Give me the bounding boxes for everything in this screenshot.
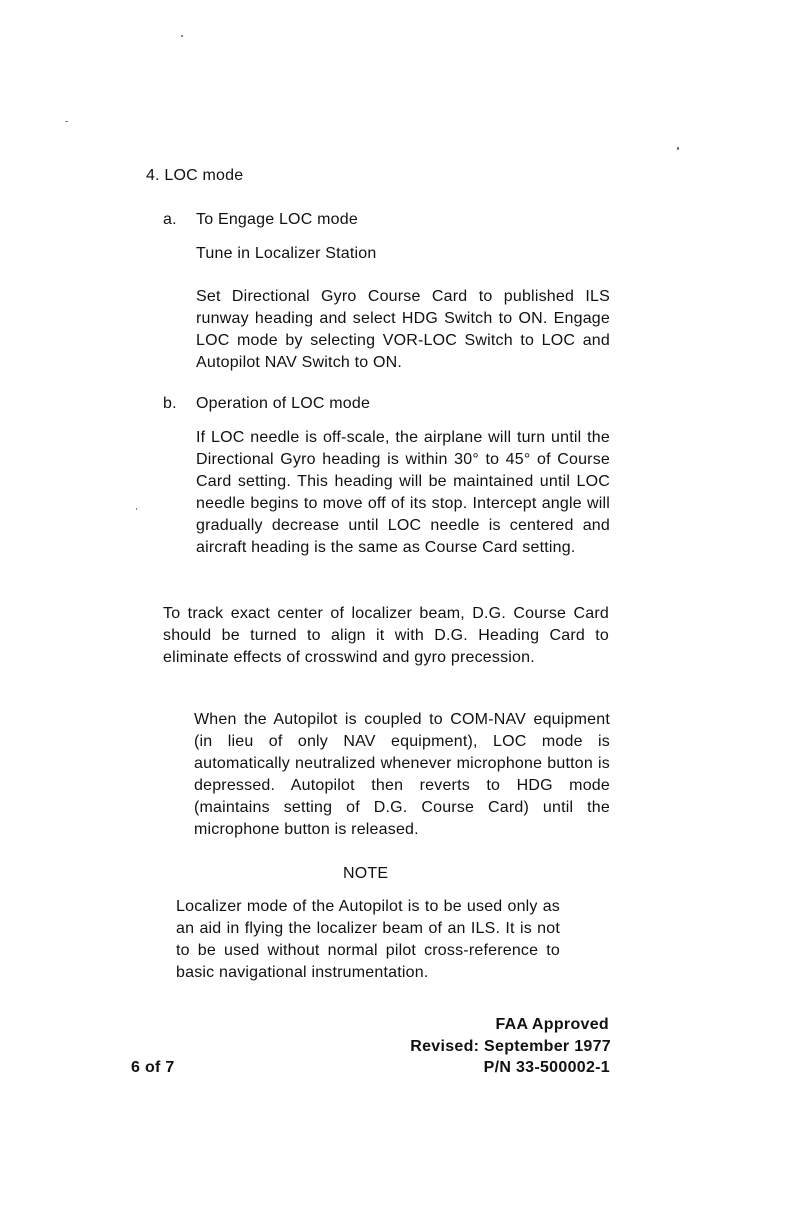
scan-speck (65, 121, 68, 122)
item-a-para2: Set Directional Gyro Course Card to published ILS runway heading and select HDG Switch to ON. Engage LOC mode by selecting VOR-LOC Switch to LOC and Autopilot NAV Switch to ON. (196, 288, 610, 371)
section-heading: 4. LOC mode (146, 167, 244, 184)
scan-speck (181, 35, 183, 37)
item-b-title: Operation of LOC mode (196, 395, 371, 412)
note-title: NOTE (343, 865, 389, 882)
note-text: Localizer mode of the Autopilot is to be used only as an aid in flying the localizer beam of an ILS. It is not to be used without normal pilot cross-reference to basic navigational instrumentation. (176, 898, 560, 981)
footer-page-number: 6 of 7 (131, 1059, 175, 1076)
footer-revised: Revised: September 1977 (410, 1038, 611, 1055)
item-a-title: To Engage LOC mode (196, 211, 358, 228)
coupled-paragraph: When the Autopilot is coupled to COM-NAV equipment (in lieu of only NAV equipment), LOC mode is automatically neutralized whenever microphone button is depressed. Autopilot then reverts to HDG mode (maintains setting of D.G. Course Card) until the microphone button is released. (194, 711, 610, 838)
item-b-para1: If LOC needle is off-scale, the airplane will turn until the Directional Gyro heading is within 30° to 45° of Course Card setting. This heading will be maintained until LOC needle begins to move off of its stop. Intercept angle will gradually decrease until LOC needle is centered and aircraft heading is the same as Course Card setting. (196, 429, 610, 556)
track-paragraph: To track exact center of localizer beam, D.G. Course Card should be turned to align it with D.G. Heading Card to eliminate effects of crosswind and gyro precession. (163, 605, 609, 666)
footer-part-number: P/N 33-500002-1 (483, 1059, 610, 1076)
scan-speck (677, 147, 679, 150)
item-a-para1: Tune in Localizer Station (196, 245, 377, 262)
scan-speck (136, 508, 137, 510)
item-b-letter: b. (163, 395, 177, 412)
footer-approval: FAA Approved (495, 1016, 609, 1033)
item-a-letter: a. (163, 211, 177, 228)
